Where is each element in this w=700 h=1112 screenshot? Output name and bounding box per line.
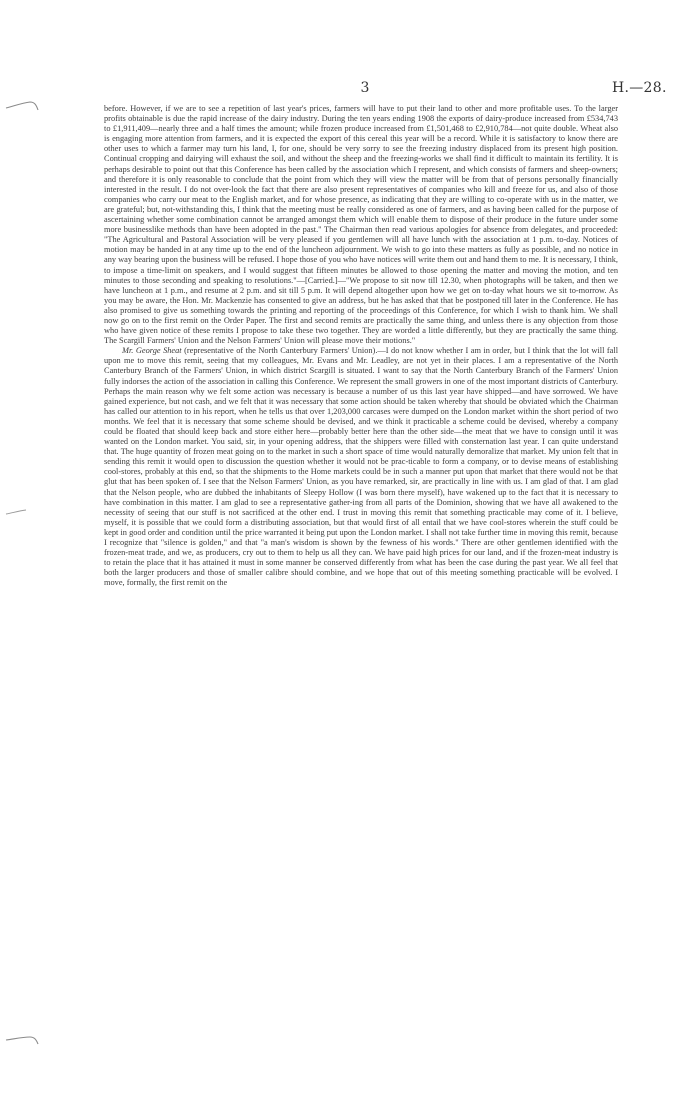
speaker-name: Mr. George Sheat xyxy=(122,346,182,356)
margin-pencil-mark-top xyxy=(4,98,40,114)
paragraph-text: (representative of the North Canterbury Farmers' Union).—I do not know whether I am in order, but I think that the lot will fall upon me to move this remit, seeing that my colleagues, Mr. Evans and Mr. Leadley, are not yet in their places. I am a representative of the North Canterbury Branch of the Farmers' Union, in which district Scargill is situated. I want to say that the North Canterbury Branch of the Farmers' Union fully indorses the action of the association in calling this Conference. We represent the small growers in one of the most important districts of Canterbury. Perhaps the main reason why we felt some action was necessary is because a number of us this last year have shipped—and have sorrowed. We have gained experience, but not cash, and we felt that it was necessary that some action should be taken whereby that should be obviated which the Chairman has called our attention to in his report, when he tells us that over 1,203,000 carcases were dumped on the London market within the short period of two months. We feel that it is necessary that some scheme should be devised, and we think it practicable a scheme could be devised, whereby a company could be floated that should keep back and store either here—probably better here than the other side—the meat that we have to consign until it was wanted on the London market. You said, sir, in your opening address, that the shippers were filled with consternation last year. I can quite understand that. The huge quantity of frozen meat going on to the market in such a short space of time would naturally demoralize that market. My union felt that in sending this remit it would open to discussion the question whether it would not be prac-ticable to form a company, or to devise means of establishing cool-stores, probably at this end, so that the shipments to the Home markets could be in such a manner put upon that market that there would not be that glut that has been spoken of. I see that the Nelson Farmers' Union, as you have remarked, sir, are practically in line with us. I am glad of that. I am glad that the Nelson people, who are dubbed the inhabitants of Sleepy Hollow (I was born there myself), have wakened up to the fact that it is necessary to have combination in this matter. I am glad to see a representative gather-ing from all parts of the Dominion, showing that we have all awakened to the necessity of seeing that our stuff is not sacrificed at the other end. I trust in moving this remit that something practicable may come of it. I believe, myself, it is possible that we could form a distributing association, but that would first of all entail that we have cool-stores wherein the stuff could be kept in good order and condition until the price warranted it being put upon the London market. I shall not take further time in moving this remit, because I recognize that "silence is golden," and that "a man's wisdom is shown by the fewness of his words." There are other gentlemen identified with the frozen-meat trade, and we, as producers, cry out to them to help us all they can. We have paid high prices for our land, and if the frozen-meat industry is to retain the place that it has attained it must in some manner be conserved differently from what has been the case during the past year. We all feel that both the larger producers and those of smaller calibre should combine, and we hope that out of this meeting something practicable will be evolved. I move, formally, the first remit on the xyxy=(104,346,619,588)
paragraph xyxy=(104,104,618,346)
paragraph-text: before. However, if we are to see a repetition of last year's prices, farmers will have to put their land to other and more profitable uses. To the larger profits obtainable is due the rapid increase of the dairy industry. During the ten years ending 1908 the exports of dairy-produce increased from £534,743 to £1,911,409—nearly three and a half times the amount; while frozen produce increased from £1,501,468 to £2,910,784—not quite double. Wheat also is engaging more attention from farmers, and it is expected the export of this cereal this year will be a record. While it is satisfactory to know there are other uses to which a farmer may turn his land, I, for one, should be very sorry to see the freezing industry displaced from its present high position. Continual cropping and dairying will exhaust the soil, and without the sheep and the freezing-works we shall find it difficult to maintain its fertility. It is perhaps desirable to point out that this Conference has been called by the association which I represent, and which consists of farmers and sheep-owners; and therefore it is only reasonable to conclude that the point from which they will view the matter will be from that of persons personally financially interested in the result. I do not over-look the fact that there are also present representatives of companies who kill and freeze for us, and also of those companies who carry our meat to the English market, and for whose presence, as indicating that they are willing to co-operate with us in the matter, we are grateful; but, not-withstanding this, I think that the meeting must be really considered as one of farmers, and as having been called for the purpose of ascertaining whether some combination cannot be arranged amongst them which will enable them to dispose of their produce in the future under some more businesslike methods than have been adopted in the past." The Chairman then read various apologies for absence from delegates, and proceeded: "The Agricultural and Pastoral Association will be very pleased if you gentlemen will all have lunch with the association at 1 p.m. to-day. Notices of motion may be handed in at any time up to the end of the luncheon adjournment. We wish to go into these matters as fully as possible, and no notice in any way bearing upon the business will be refused. I hope those of you who have notices will write them out and hand them to me. It is necessary, I think, to impose a time-limit on speakers, and I would suggest that fifteen minutes be allowed to those opening the matter and moving the motion, and ten minutes to those seconding and speaking to resolutions."—[Carried.]—"We propose to sit now till 12.30, when photographs will be taken, and then we have luncheon at 1 p.m., and resume at 2 p.m. and sit till 5 p.m. It will depend altogether upon how we get on to-day what hours we sit to-morrow. As you may be aware, the Hon. Mr. Mackenzie has consented to give an address, but he has asked that that be postponed till later in the Conference. He has also promised to give us something towards the printing and reporting of the proceedings of this Conference, for which I wish to thank him. We shall now go on to the first remit on the Order Paper. The first and second remits are practically the same thing, and unless there is any objection from those who have given notice of these remits I propose to take these two together. They are worded a little differently, but they are practically the same thing. The Scargill Farmers' Union and the Nelson Farmers' Union will please move their motions." xyxy=(104,104,618,346)
document-reference: H.—28. xyxy=(612,80,667,96)
page-number: 3 xyxy=(360,80,370,96)
body-text xyxy=(104,104,618,589)
paragraph xyxy=(104,346,618,588)
margin-pencil-mark-middle xyxy=(4,506,34,518)
margin-pencil-mark-bottom xyxy=(4,1032,40,1048)
